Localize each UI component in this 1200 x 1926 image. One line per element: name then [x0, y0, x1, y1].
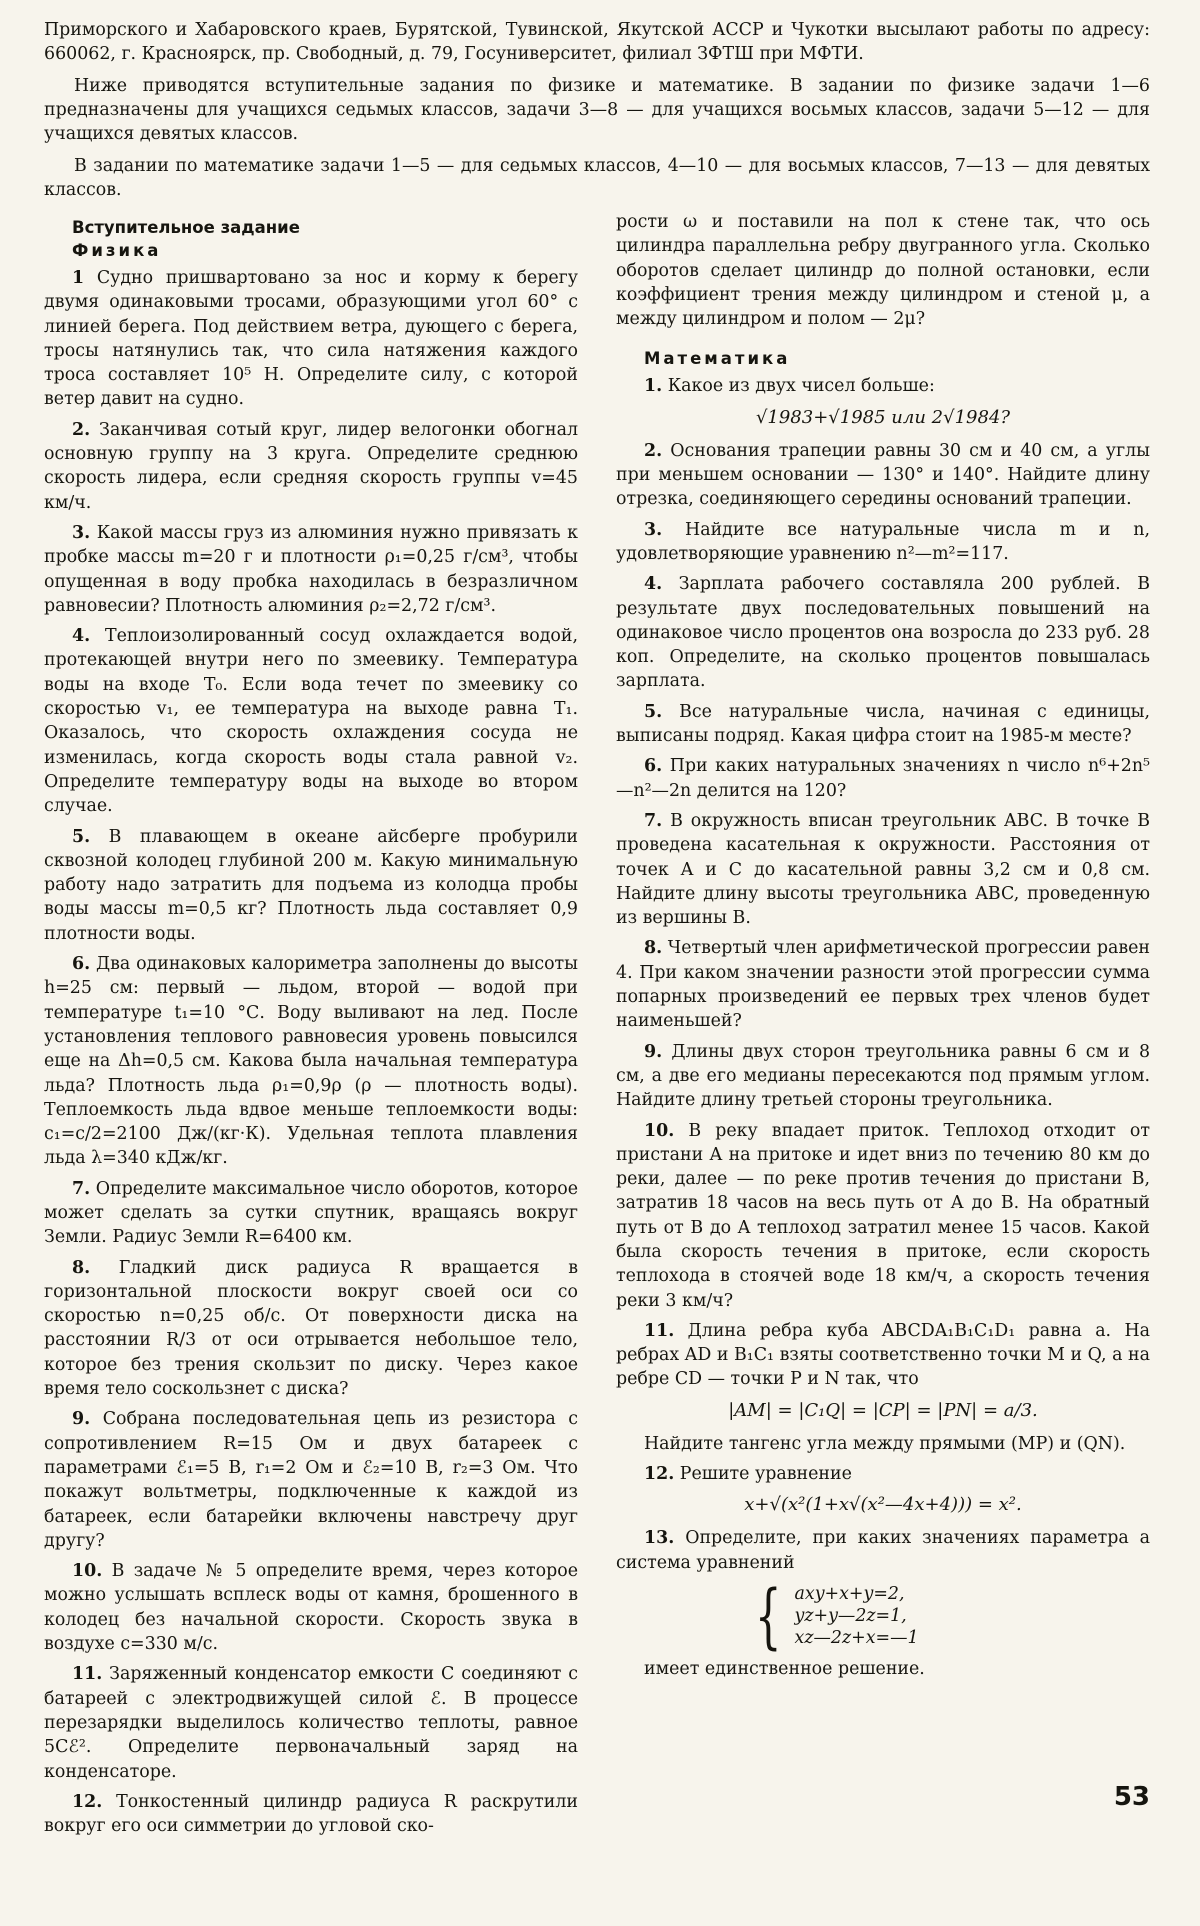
problem-number: 1: [72, 268, 85, 288]
problem-number: 11.: [72, 1664, 103, 1685]
math-problem-11-question: Найдите тангенс угла между прямыми (MP) и (QN).: [644, 1433, 1126, 1454]
problem-number: 3.: [72, 522, 91, 543]
problem-text: Зарплата рабочего составляла 200 рублей. В результате двух последовательных повышений на одинаковое число процентов она возросла до 233 руб. 28 коп. Определите, на сколько процентов повышалась зарплата.: [616, 574, 1150, 692]
math-problem-13-ending: имеет единственное решение.: [644, 1658, 925, 1679]
problem-text: Какое из двух чисел больше:: [667, 376, 935, 397]
problem-number: 4.: [644, 574, 663, 595]
problem-text: Найдите все натуральные числа m и n, удовлетворяющие уравнению n²—m²=117.: [616, 519, 1150, 564]
intro-paragraph-3: В задании по математике задачи 1—5 — для седьмых классов, 4—10 — для восьмых классов, 7—13 — для девятых классов.: [44, 156, 1150, 200]
math-problem-1: [616, 374, 1150, 398]
math-problem-7: [616, 809, 1150, 930]
equation-system: [746, 1574, 1150, 1657]
physics-problem-8: [44, 1256, 578, 1402]
physics-problem-7: [44, 1177, 578, 1250]
left-brace-icon: {: [754, 1574, 782, 1657]
physics-problem-9: [44, 1407, 578, 1553]
physics-problem-12-continuation: рости ω и поставили на пол к стене так, что ось цилиндра параллельна ребру двугранного угла. Сколько оборотов сделает цилиндр до полной остановки, если коэффициент трения между цилиндром и стеной μ, а между цилиндром и полом — 2μ?: [616, 212, 1150, 330]
intro-paragraph-1: Приморского и Хабаровского краев, Бурятской, Тувинской, Якутской АССР и Чукотки высылают работы по адресу: 660062, г. Красноярск, пр. Свободный, д. 79, Госуниверситет, филиал ЗФТШ при МФТИ.: [44, 20, 1150, 64]
math-problem-12: [616, 1462, 1150, 1486]
problem-number: 6.: [644, 756, 663, 777]
problem-text: В плавающем в океане айсберге пробурили сквозной колодец глубиной 200 м. Какую минимальную работу надо затратить для подъема из колодца пробы воды массы m=0,5 кг? Плотность льда составляет 0,9 плотности воды.: [44, 826, 579, 944]
system-equation-2: yz+y—2z=1,: [794, 1605, 907, 1626]
problem-number: 3.: [644, 519, 663, 540]
problem-number: 10.: [72, 1561, 103, 1582]
problem-text: Определите максимальное число оборотов, которое может сделать за сутки спутник, вращаясь вокруг Земли. Радиус Земли R=6400 км.: [44, 1178, 579, 1248]
section-heading: Вступительное задание: [72, 218, 300, 237]
problem-number: 5.: [72, 826, 91, 847]
problem-text: В реку впадает приток. Теплоход отходит от пристани A на притоке и идет вниз по течению 80 км до реки, далее — по реке против течения до пристани B, затратив 18 часов на весь путь от A до B. На обратный путь от B до A теплоход затратил менее 15 часов. Какой была скорость течения в притоке, если скорость теплохода в стоячей воде 18 км/ч, а скорость течения реки 3 км/ч?: [616, 1120, 1150, 1311]
problem-number: 5.: [644, 701, 663, 722]
math-problem-5: [616, 700, 1150, 749]
problem-number: 12.: [72, 1791, 103, 1812]
problem-text: Длины двух сторон треугольника равны 6 см и 8 см, а две его медианы пересекаются под прямым углом. Найдите длину третьей стороны треугольника.: [616, 1041, 1151, 1111]
physics-problem-1: [44, 266, 578, 412]
problem-text: Длина ребра куба ABCDA₁B₁C₁D₁ равна a. На ребрах AD и B₁C₁ взяты соответственно точки M и Q, а на ребре CD — точки P и N так, что: [616, 1320, 1150, 1390]
physics-problem-6: [44, 952, 578, 1171]
problem-text: Тонкостенный цилиндр радиуса R раскрутили вокруг его оси симметрии до угловой ско-: [44, 1791, 578, 1837]
problem-number: 12.: [644, 1464, 675, 1485]
physics-problem-4: [44, 624, 578, 818]
math-formula-11: |AM| = |C₁Q| = |CP| = |PN| = a/3.: [728, 1399, 1038, 1421]
problem-number: 2.: [72, 419, 91, 440]
problem-text: Судно пришвартовано за нос и корму к берегу двумя одинаковыми тросами, образующими угол 60° с линией берега. Под действием ветра, дующего с берега, тросы натянулись так, что сила натяжения каждого троса составляет 10⁵ Н. Определите силу, с которой ветер давит на судно.: [44, 268, 578, 410]
problem-number: 8.: [644, 938, 663, 959]
math-problem-9: [616, 1040, 1150, 1113]
math-problem-6: [616, 754, 1150, 803]
physics-problem-11: [44, 1662, 578, 1783]
math-problem-8: [616, 936, 1150, 1033]
problem-number: 7.: [644, 810, 663, 831]
problem-number: 11.: [644, 1320, 675, 1341]
math-subject-heading: Математика: [644, 349, 791, 369]
physics-subject-heading: Физика: [72, 241, 162, 260]
physics-problem-5: [44, 825, 578, 946]
intro-section: [44, 18, 1150, 202]
problem-number: 9.: [72, 1409, 91, 1430]
left-column: [44, 210, 578, 1844]
math-problem-list: [616, 439, 1150, 1313]
intro-paragraph-2: Ниже приводятся вступительные задания по физике и математике. В задании по физике задачи 1—6 предназначены для учащихся седьмых классов, задачи 3—8 — для учащихся восьмых классов, задачи 5—12 — для учащихся девятых классов.: [44, 76, 1150, 144]
math-problem-3: [616, 518, 1150, 567]
math-problem-4: [616, 572, 1150, 693]
problem-text: Гладкий диск радиуса R вращается в горизонтальной плоскости вокруг своей оси со скоростью n=0,25 об/с. От поверхности диска на расстоянии R/3 от оси отрывается небольшое тело, которое без трения скользит по диску. Через какое время тело соскользнет с диска?: [44, 1257, 579, 1400]
problem-text: Четвертый член арифметической прогрессии равен 4. При каком значении разности этой прогрессии сумма попарных произведений ее первых трех членов будет наименьшей?: [616, 938, 1150, 1032]
physics-problem-2: [44, 418, 578, 515]
right-column: [616, 210, 1150, 1844]
math-problem-11: [616, 1319, 1150, 1392]
problem-text: Все натуральные числа, начиная с единицы, выписаны подряд. Какая цифра стоит на 1985-м месте?: [616, 701, 1150, 747]
two-column-body: [44, 210, 1150, 1844]
problem-number: 9.: [644, 1041, 663, 1062]
problem-number: 8.: [72, 1257, 91, 1278]
problem-text: Решите уравнение: [679, 1464, 852, 1485]
problem-number: 13.: [644, 1528, 675, 1549]
math-formula-12: x+√(x²(1+x√(x²—4x+4))) = x².: [744, 1494, 1022, 1516]
physics-problem-list: [44, 266, 578, 1838]
problem-number: 4.: [72, 626, 91, 647]
problem-text: Заканчивая сотый круг, лидер велогонки обогнал основную группу на 3 круга. Определите среднюю скорость лидера, если средняя скорость группы v=45 км/ч.: [44, 419, 579, 513]
problem-text: Собрана последовательная цепь из резистора с сопротивлением R=15 Ом и двух батареек с параметрами ℰ₁=5 В, r₁=2 Ом и ℰ₂=10 В, r₂=3 Ом. Что покажут вольтметры, подключенные к каждой из батареек, если батарейки включены навстречу друг другу?: [44, 1409, 578, 1551]
physics-problem-3: [44, 521, 578, 618]
problem-text: В окружность вписан треугольник ABC. В точке B проведена касательная к окружности. Расстояния от точек A и C до касательной равны 3,2 см и 0,8 см. Найдите длину высоты треугольника ABC, проведенную из вершины B.: [616, 810, 1150, 929]
page-number: 53: [1113, 1782, 1150, 1812]
math-problem-2: [616, 439, 1150, 512]
problem-number: 2.: [644, 440, 663, 461]
problem-number: 10.: [644, 1120, 675, 1141]
math-problem-13: [616, 1526, 1150, 1575]
problem-number: 1.: [644, 376, 663, 397]
problem-text: При каких натуральных значениях n число n⁶+2n⁵—n²—2n делится на 120?: [616, 756, 1150, 801]
problem-text: Заряженный конденсатор емкости C соединяют с батареей с электродвижущей силой ℰ. В процессе перезарядки выделилось количество теплоты, равное 5Cℰ². Определите первоначальный заряд на конденсаторе.: [44, 1664, 579, 1782]
system-equations: [795, 1583, 919, 1649]
system-equation-1: axy+x+y=2,: [794, 1583, 905, 1604]
problem-text: Два одинаковых калориметра заполнены до высоты h=25 см: первый — льдом, второй — водой при температуре t₁=10 °С. Воду выливают на лед. После установления теплового равновесия уровень повысился еще на Δh=0,5 см. Какова была начальная температура льда? Плотность льда ρ₁=0,9ρ (ρ — плотность воды). Теплоемкость льда вдвое меньше теплоемкости воды: c₁=c/2=2100 Дж/(кг·К). Удельная теплота плавления льда λ=340 кДж/кг.: [44, 954, 578, 1169]
physics-problem-10: [44, 1559, 578, 1656]
problem-text: Какой массы груз из алюминия нужно привязать к пробке массы m=20 г и плотности ρ₁=0,25 г/см³, чтобы опущенная в воду пробка находилась в безразличном равновесии? Плотность алюминия ρ₂=2,72 г/см³.: [44, 522, 578, 616]
physics-problem-12: [44, 1790, 578, 1839]
problem-number: 6.: [72, 954, 91, 975]
math-formula-1: √1983+√1985 или 2√1984?: [755, 406, 1011, 428]
system-equation-3: xz—2z+x=—1: [794, 1627, 919, 1648]
math-problem-10: [616, 1119, 1150, 1313]
problem-text: Определите, при каких значениях параметра a система уравнений: [616, 1528, 1150, 1573]
problem-number: 7.: [72, 1178, 91, 1199]
problem-text: В задаче № 5 определите время, через которое можно услышать всплеск воды от камня, брошенного в колодец без начальной скорости. Скорость звука в воздухе c=330 м/с.: [44, 1561, 578, 1655]
problem-text: Основания трапеции равны 30 см и 40 см, а углы при меньшем основании — 130° и 140°. Найдите длину отрезка, соединяющего середины оснований трапеции.: [616, 440, 1150, 510]
problem-text: Теплоизолированный сосуд охлаждается водой, протекающей внутри него по змеевику. Температура воды на входе T₀. Если вода течет по змеевику со скоростью v₁, ее температура на выходе равна T₁. Оказалось, что скорость охлаждения сосуда не изменилась, когда скорость воды стала равной v₂. Определите температуру воды на выходе во втором случае.: [44, 626, 579, 817]
